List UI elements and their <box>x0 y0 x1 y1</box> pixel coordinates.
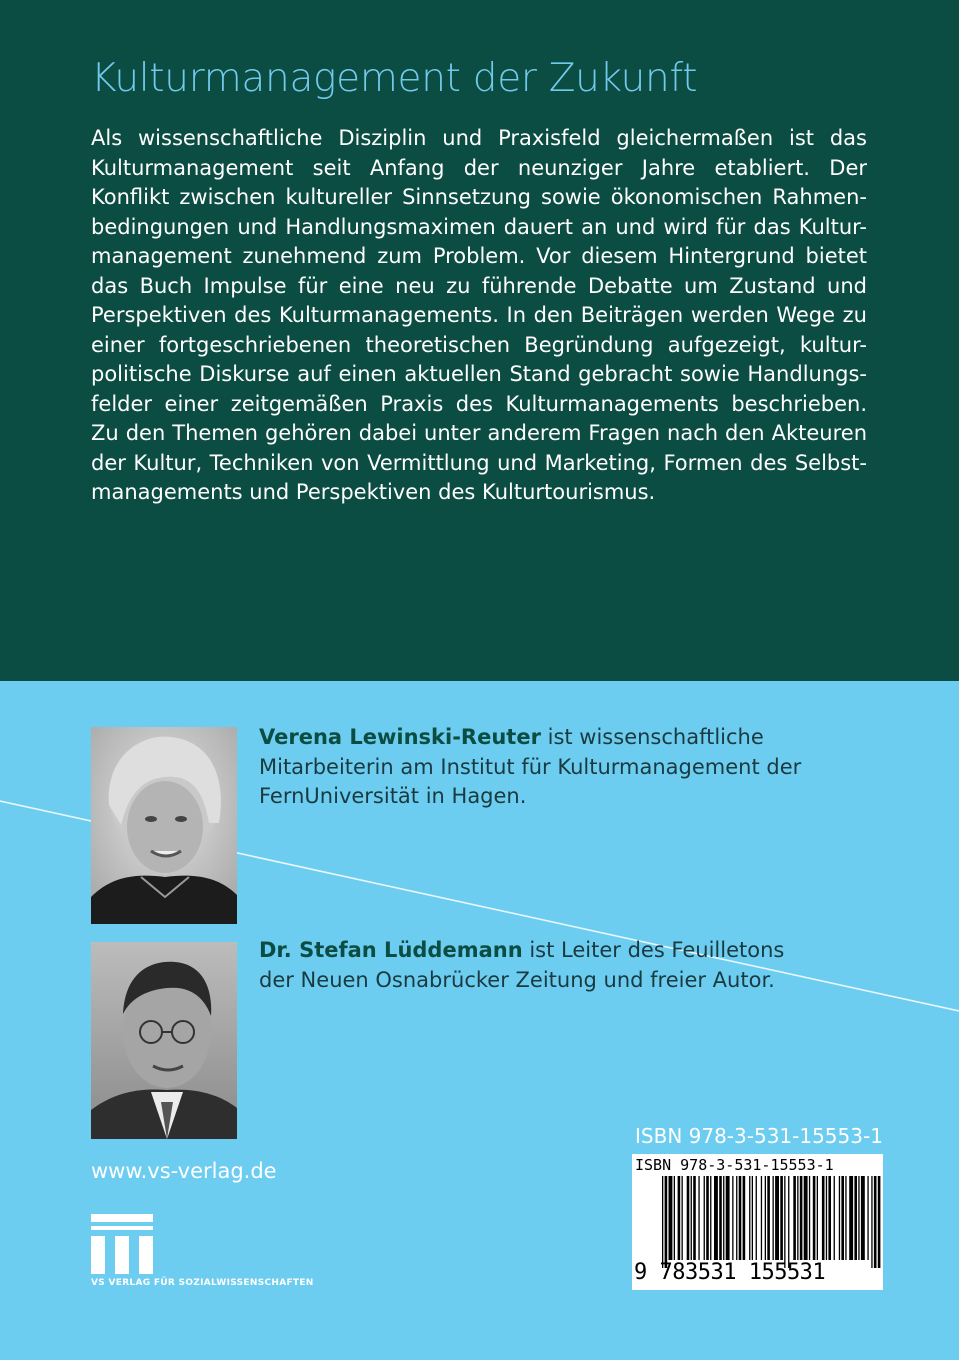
author-bio-text: Mitarbeiterin am Institut für Kulturmanagement der <box>259 754 802 779</box>
barcode-digits: 9 783531 155531 <box>634 1260 826 1285</box>
barcode-bar <box>704 1176 705 1260</box>
barcode-bar <box>743 1176 746 1260</box>
barcode-bar <box>773 1176 774 1260</box>
author-bio-lueddemann <box>259 936 879 995</box>
blurb-line: Zu den Themen gehören dabei unter anderem Fragen nach den Akteuren <box>91 421 867 445</box>
barcode-bar <box>822 1176 825 1260</box>
barcode-bar <box>669 1176 673 1260</box>
author-bio-text: ist Leiter des Feuilletons <box>522 938 785 962</box>
barcode-bar <box>678 1176 681 1260</box>
barcode-bar <box>761 1176 762 1260</box>
barcode-bar <box>665 1176 668 1268</box>
barcode-bar <box>841 1176 844 1260</box>
author-bio-text: FernUniversität in Hagen. <box>259 784 527 808</box>
barcode-bar <box>797 1176 798 1260</box>
author-name: Dr. Stefan Lüddemann <box>259 938 523 962</box>
author-photo-lewinski-reuter <box>91 727 237 924</box>
barcode-bar <box>719 1176 722 1260</box>
blurb-line: der Kultur, Techniken von Vermittlung und Marketing, Formen des Selbst- <box>91 450 867 475</box>
barcode-bar <box>804 1176 808 1260</box>
barcode-bar <box>767 1176 770 1260</box>
barcode-isbn-text: ISBN 978-3-531-15553-1 <box>635 1156 834 1174</box>
blurb-line: das Buch Impulse für eine neu zu führende Debatte um Zustand und <box>91 273 867 298</box>
barcode-bar <box>878 1176 881 1268</box>
barcode-bar <box>693 1176 696 1260</box>
barcode-bar <box>736 1176 737 1260</box>
publisher-caption: VS VERLAG FÜR SOZIALWISSENSCHAFTEN <box>91 1278 314 1288</box>
barcode-bar <box>871 1176 872 1268</box>
barcode-bar <box>687 1176 690 1260</box>
barcode-bar <box>698 1176 699 1260</box>
barcode-bar <box>732 1176 733 1260</box>
barcode-bar <box>861 1176 865 1260</box>
barcode-bar <box>723 1176 724 1260</box>
barcode-bar <box>849 1176 853 1260</box>
blurb-line: Konflikt zwischen kultureller Sinnsetzung sowie ökonomischen Rahmen- <box>91 185 867 209</box>
barcode-bar <box>858 1176 859 1260</box>
blurb-line: einer fortgeschriebenen theoretischen Begründung aufgezeigt, kultur- <box>91 332 867 357</box>
blurb-line: politische Diskurse auf einen aktuellen Stand gebracht sowie Handlungs- <box>91 362 867 386</box>
barcode-bar <box>854 1176 857 1260</box>
barcode-bar <box>662 1176 663 1268</box>
barcode-bar <box>674 1176 675 1260</box>
barcode-bar <box>749 1176 750 1260</box>
barcode-bar <box>780 1176 783 1260</box>
barcode-bar <box>726 1176 730 1260</box>
author-bio-text: der Neuen Osnabrücker Zeitung und freier Autor. <box>259 967 775 992</box>
isbn-label: ISBN 978-3-531-15553-1 <box>635 1124 883 1148</box>
barcode-bar <box>682 1176 683 1260</box>
blurb-line: Kulturmanagement seit Anfang der neunziger Jahre etabliert. Der <box>91 155 867 180</box>
book-blurb <box>91 124 867 508</box>
barcode-bar <box>706 1176 709 1260</box>
barcode-bar <box>788 1176 789 1268</box>
barcode <box>632 1154 883 1290</box>
publisher-website-link[interactable]: www.vs-verlag.de <box>91 1159 277 1183</box>
blurb-line: Perspektiven des Kulturmanagements. In den Beiträgen werden Wege zu <box>91 303 867 327</box>
barcode-bar <box>710 1176 711 1260</box>
book-title: Kulturmanagement der Zukunft <box>91 56 698 101</box>
barcode-bar <box>800 1176 803 1260</box>
barcode-bar <box>793 1176 796 1260</box>
barcode-bar <box>826 1176 827 1260</box>
barcode-bar <box>813 1176 816 1260</box>
barcode-bar <box>775 1176 779 1260</box>
barcode-bar <box>834 1176 835 1260</box>
barcode-bar <box>809 1176 810 1260</box>
barcode-bar <box>845 1176 846 1260</box>
barcode-bar <box>752 1176 753 1260</box>
author-bio-text: ist wissenschaftliche <box>540 725 764 749</box>
barcode-bar <box>784 1176 785 1268</box>
barcode-bar <box>739 1176 742 1260</box>
blurb-line: management zunehmend zum Problem. Vor diesem Hintergrund bietet <box>91 244 867 268</box>
blurb-line: managements und Perspektiven des Kulturtourismus. <box>91 480 656 504</box>
author-name: Verena Lewinski-Reuter <box>259 725 541 749</box>
barcode-bar <box>839 1176 840 1260</box>
author-photo-lueddemann <box>91 942 237 1139</box>
barcode-bar <box>828 1176 831 1260</box>
barcode-bar <box>756 1176 757 1260</box>
barcode-bar <box>867 1176 868 1260</box>
barcode-bar <box>817 1176 818 1260</box>
barcode-bar <box>691 1176 692 1260</box>
barcode-bar <box>765 1176 766 1260</box>
barcode-bar <box>714 1176 718 1260</box>
barcode-bar <box>874 1176 877 1268</box>
blurb-line: felder einer zeitgemäßen Praxis des Kulturmanagements beschrieben. <box>91 391 867 416</box>
blurb-line: bedingungen und Handlungsmaximen dauert an und wird für das Kultur- <box>91 214 867 239</box>
blurb-line: Als wissenschaftliche Disziplin und Praxisfeld gleichermaßen ist das <box>91 126 867 150</box>
author-bio-lewinski-reuter <box>259 723 879 812</box>
publisher-logo-icon <box>91 1214 153 1278</box>
